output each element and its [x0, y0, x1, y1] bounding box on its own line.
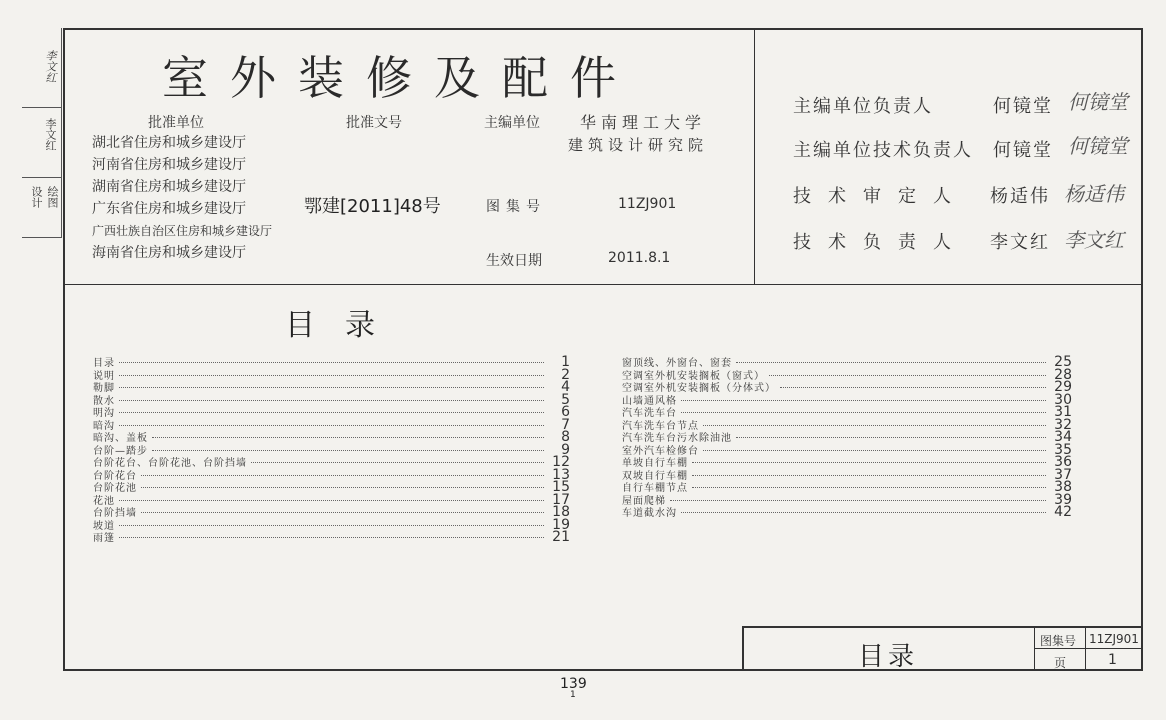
approval-unit-list — [92, 132, 272, 264]
toc-entry-title: 台阶花池 — [93, 483, 137, 494]
title-block-page-label: 页 — [1054, 656, 1067, 670]
toc-entry-page: 2 — [561, 366, 570, 383]
toc-entry-title: 台阶挡墙 — [93, 508, 137, 519]
toc-entry — [93, 506, 570, 519]
approval-unit-6: 海南省住房和城乡建设厅 — [92, 245, 246, 261]
footer-sub-number: 1 — [570, 690, 576, 700]
toc-entry-title: 自行车棚节点 — [622, 483, 688, 494]
toc-entry-page: 42 — [1054, 504, 1072, 520]
toc-leader-dots — [703, 450, 1046, 451]
toc-entry — [93, 441, 570, 458]
toc-entry — [622, 441, 1072, 458]
toc-leader-dots — [703, 425, 1046, 426]
toc-entry-page: 19 — [552, 516, 570, 533]
toc-leader-dots — [251, 462, 544, 463]
atlas-number-value: 11ZJ901 — [618, 196, 677, 212]
toc-leader-dots — [141, 475, 544, 476]
toc-leader-dots — [119, 387, 544, 388]
toc-leader-dots — [681, 412, 1046, 413]
header-vertical-divider — [754, 28, 755, 284]
toc-leader-dots — [119, 525, 544, 526]
toc-entry-page: 15 — [552, 479, 570, 495]
toc-entry-page: 31 — [1054, 404, 1072, 420]
toc-entry — [93, 466, 570, 483]
responsible-name-1: 何镜堂 — [993, 96, 1053, 117]
toc-entry — [93, 516, 570, 533]
toc-entry-page: 17 — [552, 491, 570, 508]
toc-entry-page: 5 — [561, 391, 570, 408]
toc-entry — [622, 356, 1072, 369]
toc-leader-dots — [681, 400, 1046, 401]
toc-entry-page: 4 — [561, 379, 570, 395]
side-name-label: 李文红 — [44, 118, 57, 151]
toc-entry-title: 汽车洗车台节点 — [622, 420, 699, 432]
approval-unit-label: 批准单位 — [148, 115, 204, 131]
toc-entry-title: 明沟 — [93, 408, 115, 419]
toc-entry-page: 1 — [561, 354, 570, 370]
responsible-role-1: 主编单位负责人 — [793, 96, 933, 117]
approval-doc-number: 鄂建[2011]48号 — [304, 196, 441, 217]
page-title: 室外装修及配件 — [162, 51, 638, 105]
toc-entry-title: 暗沟 — [93, 420, 115, 432]
toc-entry — [622, 491, 1072, 508]
toc-entry-title: 空调室外机安装搁板（窗式） — [622, 370, 765, 382]
toc-entry — [93, 531, 570, 544]
effective-date-value: 2011.8.1 — [608, 250, 671, 266]
approval-unit-4: 广东省住房和城乡建设厅 — [92, 201, 246, 217]
toc-entry-page: 36 — [1054, 454, 1072, 470]
toc-entry-title: 说明 — [93, 370, 115, 382]
editor-line1: 华南理工大学 — [580, 113, 707, 132]
side-signature: 李文红 — [44, 50, 57, 83]
toc-entry-title: 目录 — [93, 358, 115, 369]
footer-page-number: 139 — [560, 676, 587, 692]
toc-entry-title: 双坡自行车棚 — [622, 470, 688, 482]
title-block-page-value: 1 — [1108, 652, 1117, 668]
toc-entry-page: 39 — [1054, 491, 1072, 508]
toc-entry — [622, 466, 1072, 483]
toc-entry — [93, 431, 570, 444]
toc-entry — [93, 416, 570, 433]
approval-unit-3: 湖南省住房和城乡建设厅 — [92, 179, 246, 195]
toc-entry — [93, 406, 570, 419]
toc-leader-dots — [692, 487, 1046, 488]
toc-leader-dots — [780, 387, 1046, 388]
toc-entry-page: 9 — [561, 441, 570, 458]
toc-entry-page: 21 — [552, 529, 570, 545]
toc-entry-title: 散水 — [93, 395, 115, 407]
toc-entry-page: 25 — [1054, 354, 1072, 370]
toc-leader-dots — [736, 437, 1046, 438]
approval-unit-2: 河南省住房和城乡建设厅 — [92, 157, 246, 173]
toc-entry-title: 单坡自行车棚 — [622, 458, 688, 469]
title-block-atlas-label: 图集号 — [1040, 634, 1077, 648]
responsible-name-4: 李文红 — [990, 232, 1050, 253]
toc-leader-dots — [681, 512, 1046, 513]
toc-entry — [622, 416, 1072, 433]
responsible-name-2: 何镜堂 — [993, 140, 1053, 161]
toc-entry — [622, 366, 1072, 383]
side-draw-label: 绘图 — [46, 186, 59, 208]
toc-leader-dots — [119, 412, 544, 413]
toc-entry-page: 12 — [552, 454, 570, 470]
toc-leader-dots — [670, 500, 1046, 501]
toc-entry-page: 37 — [1054, 466, 1072, 483]
responsible-signature-2: 何镜堂 — [1068, 134, 1128, 158]
responsible-role-4: 技术负责人 — [793, 232, 968, 253]
toc-entry-page: 7 — [561, 416, 570, 433]
toc-leader-dots — [692, 475, 1046, 476]
effective-date-label: 生效日期 — [486, 253, 542, 269]
toc-entry-title: 汽车洗车台 — [622, 408, 677, 419]
responsible-signature-1: 何镜堂 — [1068, 90, 1128, 114]
toc-entry-page: 32 — [1054, 416, 1072, 433]
responsible-role-3: 技术审定人 — [793, 186, 968, 207]
toc-entry — [622, 506, 1072, 519]
toc-leader-dots — [692, 462, 1046, 463]
title-block-left — [742, 626, 744, 671]
title-block-title: 目录 — [858, 642, 919, 672]
atlas-number-label: 图集号 — [486, 199, 546, 215]
toc-entry-title: 勒脚 — [93, 383, 115, 394]
toc-entry-page: 13 — [552, 466, 570, 483]
toc-entry-page: 6 — [561, 404, 570, 420]
toc-leader-dots — [119, 425, 544, 426]
toc-entry — [93, 491, 570, 508]
toc-entry — [622, 481, 1072, 494]
editor-line2: 建筑设计研究院 — [568, 136, 709, 154]
toc-leader-dots — [152, 437, 544, 438]
toc-entry-title: 花池 — [93, 495, 115, 507]
toc-entry — [622, 391, 1072, 408]
toc-left-column — [93, 356, 570, 544]
toc-entry-page: 30 — [1054, 391, 1072, 408]
toc-entry-title: 暗沟、盖板 — [93, 433, 148, 444]
toc-leader-dots — [119, 500, 544, 501]
toc-entry — [622, 456, 1072, 469]
toc-leader-dots — [119, 400, 544, 401]
toc-entry-title: 山墙通风格 — [622, 395, 677, 407]
responsible-role-2: 主编单位技术负责人 — [793, 140, 973, 161]
toc-entry-title: 汽车洗车台污水除油池 — [622, 433, 732, 444]
toc-entry-page: 38 — [1054, 479, 1072, 495]
toc-entry — [622, 431, 1072, 444]
toc-entry-title: 屋面爬梯 — [622, 495, 666, 507]
toc-entry-title: 台阶—踏步 — [93, 445, 148, 457]
toc-entry — [93, 366, 570, 383]
toc-entry-page: 28 — [1054, 366, 1072, 383]
approval-unit-1: 湖北省住房和城乡建设厅 — [92, 135, 246, 151]
toc-title: 目录 — [285, 308, 405, 343]
header-divider — [63, 284, 1143, 285]
approval-doc-label: 批准文号 — [346, 115, 402, 131]
toc-leader-dots — [736, 362, 1046, 363]
responsible-name-3: 杨适伟 — [990, 186, 1050, 207]
side-design-label: 设计 — [30, 186, 43, 208]
toc-entry — [622, 406, 1072, 419]
toc-entry-title: 台阶花台 — [93, 470, 137, 482]
toc-entry — [93, 456, 570, 469]
toc-entry-title: 车道截水沟 — [622, 508, 677, 519]
toc-entry-page: 18 — [552, 504, 570, 520]
toc-leader-dots — [141, 487, 544, 488]
toc-entry-title: 坡道 — [93, 520, 115, 532]
toc-entry — [93, 356, 570, 369]
toc-entry-title: 室外汽车检修台 — [622, 445, 699, 457]
toc-entry-page: 8 — [561, 429, 570, 445]
toc-entry — [622, 381, 1072, 394]
responsible-signature-3: 杨适伟 — [1064, 182, 1124, 206]
toc-entry-title: 台阶花台、台阶花池、台阶挡墙 — [93, 458, 247, 469]
title-block-top — [742, 626, 1143, 628]
toc-entry-page: 34 — [1054, 429, 1072, 445]
toc-leader-dots — [119, 375, 544, 376]
toc-leader-dots — [141, 512, 544, 513]
toc-entry — [93, 381, 570, 394]
toc-entry-page: 29 — [1054, 379, 1072, 395]
title-block-atlas-value: 11ZJ901 — [1089, 632, 1139, 646]
toc-entry — [93, 391, 570, 408]
toc-leader-dots — [152, 450, 544, 451]
editor-label: 主编单位 — [484, 115, 540, 131]
responsible-signature-4: 李文红 — [1064, 228, 1124, 252]
approval-unit-5: 广西壮族自治区住房和城乡建设厅 — [92, 224, 273, 238]
toc-entry-title: 窗顶线、外窗台、窗套 — [622, 358, 732, 369]
toc-leader-dots — [119, 537, 544, 538]
toc-right-column — [622, 356, 1072, 519]
toc-entry-title: 雨篷 — [93, 533, 115, 544]
toc-entry — [93, 481, 570, 494]
toc-leader-dots — [769, 375, 1046, 376]
toc-entry-title: 空调室外机安装搁板（分体式） — [622, 383, 776, 394]
toc-entry-page: 35 — [1054, 441, 1072, 458]
toc-leader-dots — [119, 362, 544, 363]
